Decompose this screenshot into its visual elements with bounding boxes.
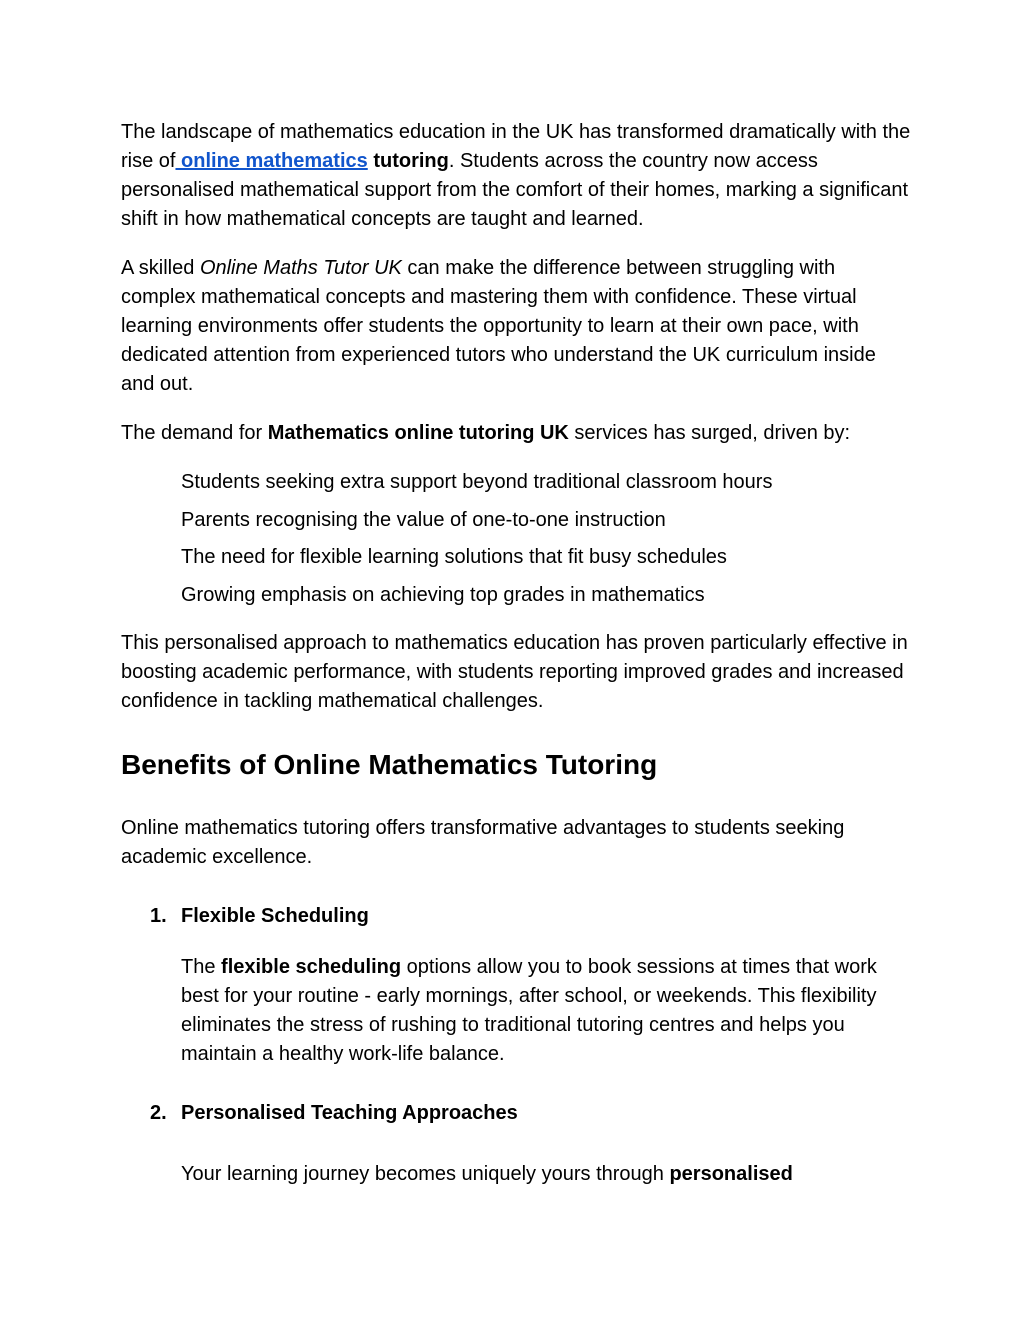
benefit-1-body-end: options allow you to book sessions at times that work best for your routine - early mornings, after school, or weekends. This flexibility eliminates the stress of rushing to traditional tutoring centres and helps you maintain a healthy work-life balance.: [181, 955, 877, 1065]
intro-p2-italic: Online Maths Tutor UK: [199, 257, 402, 279]
intro-paragraph-3: [121, 419, 911, 448]
intro-paragraph-1: [121, 118, 911, 234]
intro-paragraph-2: [121, 254, 911, 399]
benefit-1-number: 1.: [150, 904, 167, 927]
benefit-2-body: [181, 1160, 911, 1189]
benefit-1-heading: [150, 902, 911, 931]
online-mathematics-link[interactable]: online mathematics: [175, 150, 368, 172]
intro-p3-bold: Mathematics online tutoring UK: [267, 422, 569, 444]
intro-p3-start: The demand for: [121, 422, 268, 444]
benefit-2-number: 2.: [150, 1101, 167, 1124]
list-item: The need for flexible learning solutions that fit busy schedules: [181, 546, 727, 568]
intro-p2-end: can make the difference between struggling with complex mathematical concepts and mastering them with confidence. These virtual learning environments offer students the opportunity to learn at their own pace, with dedicated attention from experienced tutors who understand the UK curriculum inside and out.: [121, 257, 876, 395]
section-intro: Online mathematics tutoring offers transformative advantages to students seeking academic excellence.: [121, 816, 845, 868]
intro-p1-end: . Students across the country now access personalised mathematical support from the comfort of their homes, marking a significant shift in how mathematical concepts are taught and learned.: [121, 150, 909, 230]
approach-paragraph: This personalised approach to mathematics education has proven particularly effective in boosting academic performance, with students reporting improved grades and increased confidence in tackling mathematical challenges.: [121, 631, 908, 712]
benefit-2-title: Personalised Teaching Approaches: [181, 1101, 518, 1124]
list-item: Students seeking extra support beyond traditional classroom hours: [181, 471, 773, 493]
document-page: [121, 118, 911, 1189]
benefit-1-body-start: The: [181, 955, 222, 978]
benefit-2-body-bold: personalised: [669, 1162, 793, 1185]
list-item: Parents recognising the value of one-to-one instruction: [181, 508, 666, 531]
benefit-1-title: Flexible Scheduling: [181, 904, 369, 927]
intro-p1-bold: tutoring: [373, 150, 449, 172]
intro-p1-text: The landscape of mathematics education in the UK has transformed dramatically with the rise of: [121, 121, 911, 172]
benefit-2-heading: [150, 1099, 911, 1128]
section-heading: Benefits of Online Mathematics Tutoring: [121, 748, 658, 780]
intro-p3-end: services has surged, driven by:: [568, 422, 851, 444]
benefit-1-body-bold: flexible scheduling: [221, 955, 402, 978]
benefit-1-body: [181, 953, 911, 1069]
intro-p2-start: A skilled: [121, 257, 200, 279]
benefit-2-body-start: Your learning journey becomes uniquely yours through: [181, 1162, 670, 1185]
demand-list: [121, 468, 911, 610]
list-item: Growing emphasis on achieving top grades in mathematics: [181, 583, 705, 606]
